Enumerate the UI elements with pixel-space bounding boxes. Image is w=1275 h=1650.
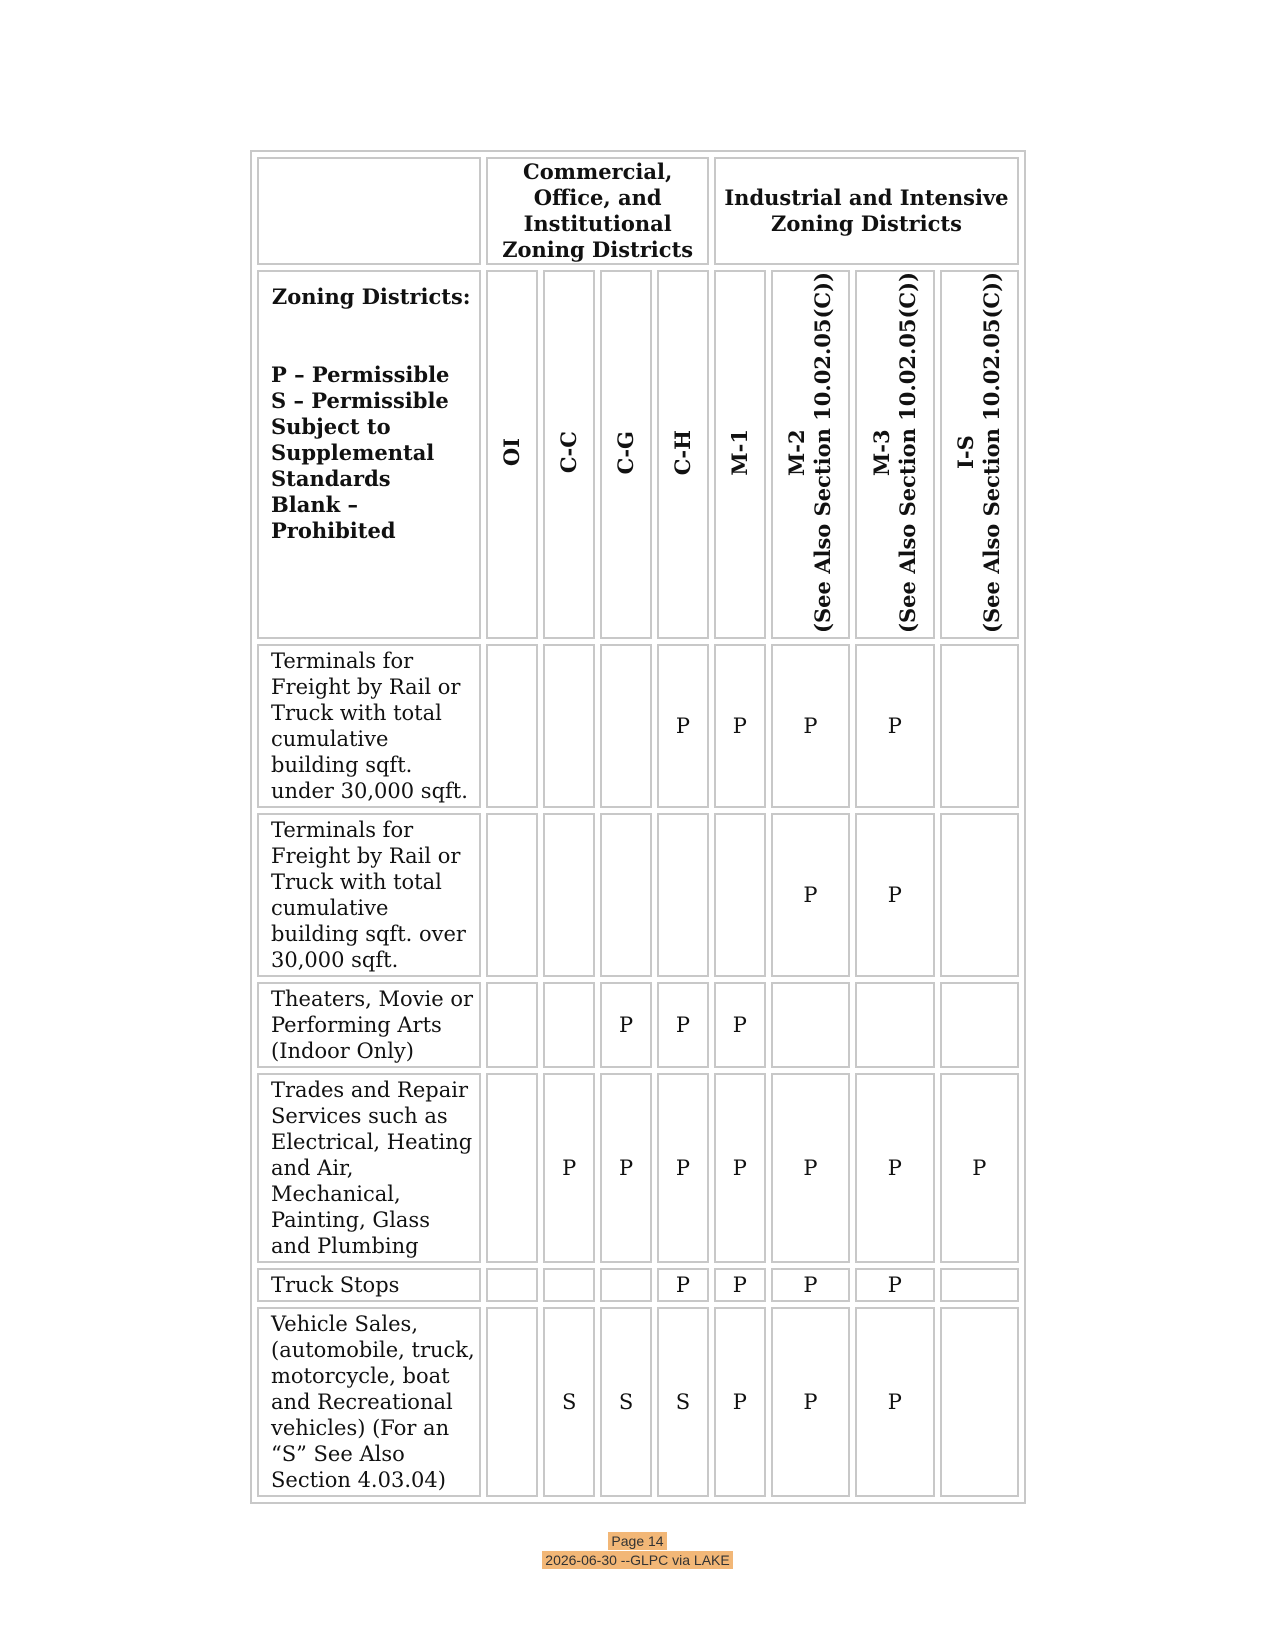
permission-cell: P — [714, 1307, 766, 1497]
permission-cell: P — [600, 982, 652, 1068]
district-label — [869, 272, 921, 633]
permission-cell: P — [855, 1307, 934, 1497]
permission-cell — [855, 982, 934, 1068]
district-header-c-c — [543, 270, 595, 639]
permission-cell — [486, 1307, 538, 1497]
permission-cell: P — [855, 644, 934, 808]
district-code: C-G — [613, 430, 639, 475]
permission-cell — [940, 1307, 1019, 1497]
permission-cell: P — [855, 1268, 934, 1302]
legend-line-permissible: P – Permissible — [271, 362, 450, 387]
permission-cell — [543, 813, 595, 977]
district-code: M-3 — [868, 429, 894, 476]
permission-cell — [543, 1268, 595, 1302]
legend-line-supplemental: S – Permissible Subject to Supplemental Standards — [271, 388, 449, 491]
permission-cell — [714, 813, 766, 977]
district-note: (See Also Section 10.02.05(C)) — [810, 272, 836, 633]
district-label — [953, 272, 1005, 633]
permission-cell — [600, 644, 652, 808]
district-label — [499, 438, 525, 466]
district-label — [727, 429, 753, 476]
permission-cell — [486, 982, 538, 1068]
district-header-m-3 — [855, 270, 934, 639]
district-code: M-2 — [784, 429, 810, 476]
permission-cell: S — [543, 1307, 595, 1497]
commercial-group-header: Commercial, Office, and Institutional Zoning Districts — [486, 157, 708, 265]
district-code: I-S — [953, 435, 979, 470]
use-description: Truck Stops — [257, 1268, 481, 1302]
district-code: C-H — [669, 429, 695, 476]
district-label — [556, 431, 582, 473]
district-code: M-1 — [726, 429, 752, 476]
permission-cell: P — [657, 1268, 709, 1302]
table-row — [257, 1307, 1019, 1497]
table-row — [257, 813, 1019, 977]
permission-cell: P — [855, 1073, 934, 1263]
permission-cell — [940, 1268, 1019, 1302]
use-description: Terminals for Freight by Rail or Truck with total cumulative building sqft. under 30,000 sqft. — [257, 644, 481, 808]
district-note: (See Also Section 10.02.05(C)) — [894, 272, 920, 633]
permission-cell — [600, 1268, 652, 1302]
permission-cell: S — [600, 1307, 652, 1497]
use-description: Vehicle Sales, (automobile, truck, motorcycle, boat and Recreational vehicles) (For an “S” See Also Section 4.03.04) — [257, 1307, 481, 1497]
table-row — [257, 1073, 1019, 1263]
permission-cell: P — [657, 1073, 709, 1263]
source-stamp: 2026-06-30 --GLPC via LAKE — [0, 1552, 1275, 1568]
district-header-m-2 — [771, 270, 850, 639]
permission-cell: P — [771, 1307, 850, 1497]
district-code: C-C — [556, 431, 582, 474]
district-code: OI — [499, 438, 525, 467]
permission-cell: P — [714, 1073, 766, 1263]
permission-cell — [486, 813, 538, 977]
district-note: (See Also Section 10.02.05(C)) — [979, 272, 1005, 633]
district-header-row — [257, 270, 1019, 639]
permission-cell: P — [657, 982, 709, 1068]
permission-cell: P — [600, 1073, 652, 1263]
permission-cell — [657, 813, 709, 977]
district-header-oi — [486, 270, 538, 639]
permission-cell — [486, 1268, 538, 1302]
permission-cell — [543, 644, 595, 808]
permission-cell — [940, 644, 1019, 808]
legend-line-prohibited: Blank – Prohibited — [271, 492, 396, 543]
table-row — [257, 982, 1019, 1068]
industrial-group-header: Industrial and Intensive Zoning Districts — [714, 157, 1019, 265]
legend-cell — [257, 270, 481, 639]
zoning-use-table — [250, 150, 1026, 1504]
use-description: Trades and Repair Services such as Electrical, Heating and Air, Mechanical, Painting, Glass and Plumbing — [257, 1073, 481, 1263]
permission-cell — [940, 813, 1019, 977]
district-header-c-h — [657, 270, 709, 639]
permission-cell: P — [714, 1268, 766, 1302]
permission-cell — [771, 982, 850, 1068]
permission-cell: P — [543, 1073, 595, 1263]
permission-cell: P — [771, 644, 850, 808]
permission-cell — [486, 644, 538, 808]
district-label — [670, 430, 696, 475]
page-number-label: Page 14 — [0, 1533, 1275, 1549]
permission-cell — [940, 982, 1019, 1068]
permission-cell: P — [771, 1268, 850, 1302]
table-row — [257, 1268, 1019, 1302]
district-header-m-1 — [714, 270, 766, 639]
permission-cell: P — [714, 644, 766, 808]
permission-cell: P — [714, 982, 766, 1068]
permission-cell: P — [771, 1073, 850, 1263]
permission-cell: P — [940, 1073, 1019, 1263]
district-header-i-s — [940, 270, 1019, 639]
permission-cell — [543, 982, 595, 1068]
table-row — [257, 644, 1019, 808]
district-header-c-g — [600, 270, 652, 639]
use-description: Terminals for Freight by Rail or Truck with total cumulative building sqft. over 30,000 sqft. — [257, 813, 481, 977]
permission-cell: S — [657, 1307, 709, 1497]
district-label — [784, 272, 836, 633]
permission-cell — [600, 813, 652, 977]
permission-cell — [486, 1073, 538, 1263]
permission-cell: P — [657, 644, 709, 808]
permission-cell: P — [771, 813, 850, 977]
use-description: Theaters, Movie or Performing Arts (Indoor Only) — [257, 982, 481, 1068]
permission-cell: P — [855, 813, 934, 977]
district-label — [613, 431, 639, 474]
group-header-row — [257, 157, 1019, 265]
empty-corner-cell — [257, 157, 481, 265]
legend-title: Zoning Districts: — [271, 284, 471, 309]
